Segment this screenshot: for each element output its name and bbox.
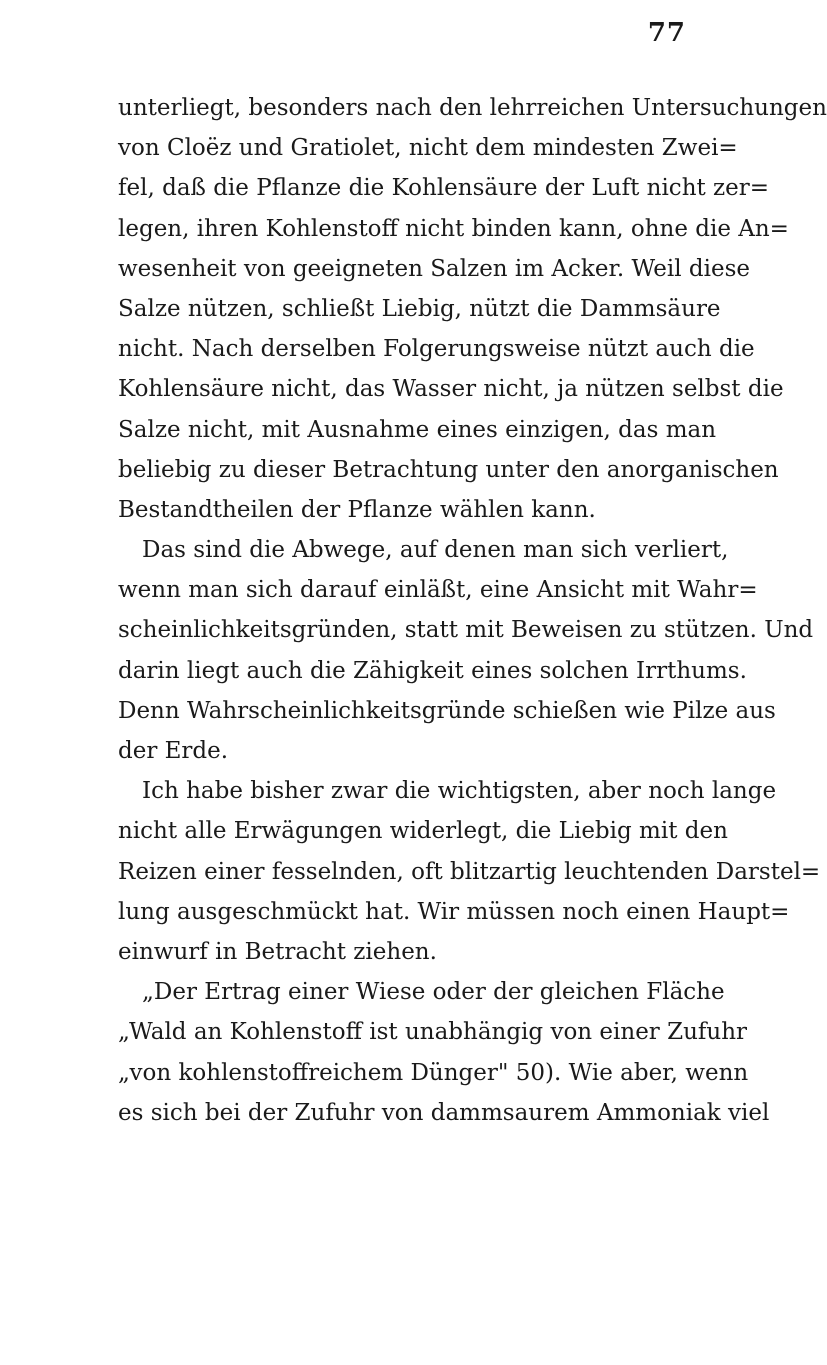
text-line: legen, ihren Kohlenstoff nicht binden kann, ohne die An= <box>118 215 789 242</box>
text-line: Denn Wahrscheinlichkeitsgründe schießen wie Pilze aus <box>118 697 776 724</box>
body-text <box>118 88 827 1133</box>
text-line: es sich bei der Zufuhr von dammsaurem Ammoniak viel <box>118 1099 770 1126</box>
text-line: unterliegt, besonders nach den lehrreichen Untersuchungen <box>118 95 827 121</box>
text-line: der Erde. <box>118 738 229 764</box>
text-line: von Cloëz und Gratiolet, nicht dem mindesten Zwei= <box>118 135 738 162</box>
text-line: Kohlensäure nicht, das Wasser nicht, ja nützen selbst die <box>118 376 784 403</box>
text-line: Ich habe bisher zwar die wichtigsten, aber noch lange <box>142 778 777 805</box>
page-number: 77 <box>647 18 686 48</box>
text-line: scheinlichkeitsgründen, statt mit Beweisen zu stützen. Und <box>118 617 814 644</box>
text-line: einwurf in Betracht ziehen. <box>118 938 437 965</box>
text-line: beliebig zu dieser Betrachtung unter den anorganischen <box>118 456 779 483</box>
text-line: Salze nützen, schließt Liebig, nützt die Dammsäure <box>118 295 721 322</box>
text-line: nicht. Nach derselben Folgerungsweise nützt auch die <box>118 336 755 363</box>
text-line: wesenheit von geeigneten Salzen im Acker. Weil diese <box>118 255 751 282</box>
text-line: Salze nicht, mit Ausnahme eines einzigen, das man <box>118 416 717 443</box>
text-line: „von kohlenstoffreichem Dünger" 50). Wie aber, wenn <box>118 1059 749 1086</box>
text-line: nicht alle Erwägungen widerlegt, die Liebig mit den <box>118 818 728 845</box>
text-line: „Der Ertrag einer Wiese oder der gleichen Fläche <box>142 979 725 1006</box>
text-line: fel, daß die Pflanze die Kohlensäure der Luft nicht zer= <box>118 175 770 202</box>
text-line: „Wald an Kohlenstoff ist unabhängig von einer Zufuhr <box>118 1019 748 1046</box>
text-line: Reizen einer fesselnden, oft blitzartig leuchtenden Darstel= <box>118 858 821 885</box>
text-line: darin liegt auch die Zähigkeit eines solchen Irrthums. <box>118 657 747 684</box>
text-line: Bestandtheilen der Pflanze wählen kann. <box>118 496 596 523</box>
text-line: lung ausgeschmückt hat. Wir müssen noch einen Haupt= <box>118 898 790 925</box>
text-line: Das sind die Abwege, auf denen man sich verliert, <box>142 537 729 564</box>
text-line: wenn man sich darauf einläßt, eine Ansicht mit Wahr= <box>118 577 758 604</box>
